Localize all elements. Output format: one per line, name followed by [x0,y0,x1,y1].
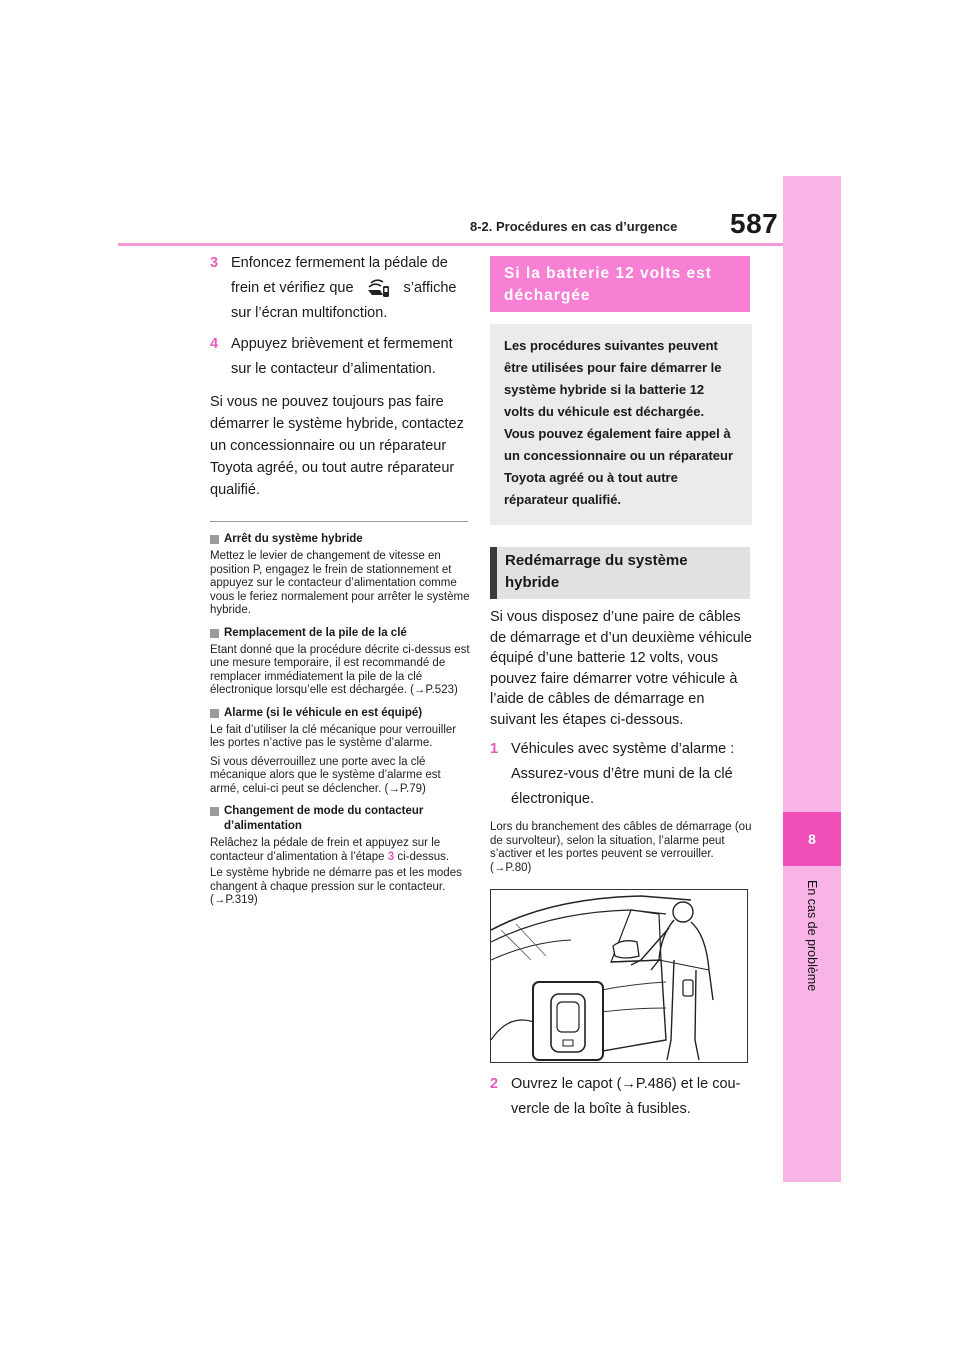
chapter-number-badge: 8 [783,812,841,866]
note-power-mode [210,804,470,908]
step-text-line: Appuyez brièvement et fermement [231,336,453,352]
square-bullet-icon [210,535,219,544]
subsection-heading [490,547,750,599]
key-indicator-icon [366,278,392,298]
section-heading: Si la batterie 12 volts est déchargée [490,256,750,312]
section-divider [210,521,468,522]
step-number: 3 [210,255,219,271]
left-column [210,252,470,916]
note-body: Relâchez la pédale de frein et appuyez sur le contacteur d’alimentation à l’étape 3 ci-dessus. [210,837,450,863]
intro-box: Les procédures suivantes peuvent être utilisées pour faire démarrer le système hybride si la batterie 12 volts du véhicule est déchargée. Vous pouvez également faire appel à un concessionnaire ou un réparateur Toyota agréé ou à tout autre réparateur qualifié. [490,324,752,525]
step-number: 4 [210,336,219,352]
note-title: Changement de mode du contacteur d’alimentation [224,805,424,832]
note-body: Si vous déverrouillez une porte avec la clé mécanique alors que le système d’alarme est armé, celui-ci peut se déclencher. (→P.79) [210,755,441,795]
step-2 [490,1073,752,1123]
note-title: Arrêt du système hybride [224,533,363,545]
note-hybrid-stop [210,532,470,618]
step-4 [210,333,470,383]
note-body: Le système hybride ne démarre pas et les modes changent à chaque pression sur le contacteur. (→P.319) [210,867,462,906]
body-paragraph: Si vous disposez d’une paire de câbles de démarrage et d’un deuxième véhicule équipé d’une batterie 12 volts, vous pouvez faire démarrer votre véhicule à l’aide de câbles de démarrage en suivant les étapes ci-dessous. [490,609,752,728]
step-reference: 3 [387,850,395,863]
step-text-line: sur l’écran multifonction. [231,305,388,321]
note-body: Le fait d’utiliser la clé mécanique pour verrouiller les portes n’active pas le système d’alarme. [210,723,457,749]
square-bullet-icon [210,629,219,638]
right-column [490,252,752,1129]
note-body: Lors du branchement des câbles de démarrage (ou de survolteur), selon la situation, l’alarme peut s’activer et les portes peuvent se verrouiller. (→P.80) [490,821,752,874]
step-1 [490,738,752,813]
square-bullet-icon [210,807,219,816]
car-door-illustration [491,890,748,1063]
note-alarm [210,706,470,797]
chapter-label: En cas de problème [805,880,819,992]
step-text-line: Assurez-vous d’être muni de la clé [511,766,733,782]
header-rule [118,243,784,246]
step-text-line: Enfoncez fermement la pédale de [231,255,448,271]
step-text-line: électronique. [511,791,595,807]
note-title: Alarme (si le véhicule en est équipé) [224,706,423,719]
step-text-line: vercle de la boîte à fusibles. [511,1101,691,1117]
step-number: 2 [490,1076,499,1092]
step-text-line: Véhicules avec système d’alarme : [511,741,735,757]
subsection-title: Redémarrage du système hybride [505,552,688,591]
page-number: 587 [730,208,779,239]
step-number: 1 [490,741,499,757]
chapter-side-tab [783,176,841,1182]
note-title: Remplacement de la pile de la clé [224,626,407,639]
note-body: Etant donné que la procédure décrite ci-dessus est une mesure temporaire, il est recommandé de remplacer immédiatement la pile de la clé électronique lorsqu’elle est déchargée. (→P.523) [210,643,470,696]
step-text-line: Ouvrez le capot (→P.486) et le cou- [511,1076,741,1092]
heading-bar [490,547,497,599]
step-text-line-with-icon: frein et vérifiez que s’affiche [231,277,470,299]
note-body: Mettez le levier de changement de vitesse en position P, engagez le frein de stationnement et appuyez sur le contacteur d’alimentation comme vous le feriez normalement pour arrêter le système hybride. [210,550,470,616]
illustration-person-at-car-door [490,889,748,1063]
note-battery-replacement [210,626,470,698]
step-3 [210,252,470,327]
square-bullet-icon [210,709,219,718]
step-text-line: sur le contacteur d’alimentation. [231,361,436,377]
section-header-title: 8-2. Procédures en cas d’urgence [470,219,678,234]
body-paragraph: Si vous ne pouvez toujours pas faire démarrer le système hybride, contactez un concessionnaire ou un réparateur Toyota agréé, ou tout autre réparateur qualifié. [210,394,464,498]
